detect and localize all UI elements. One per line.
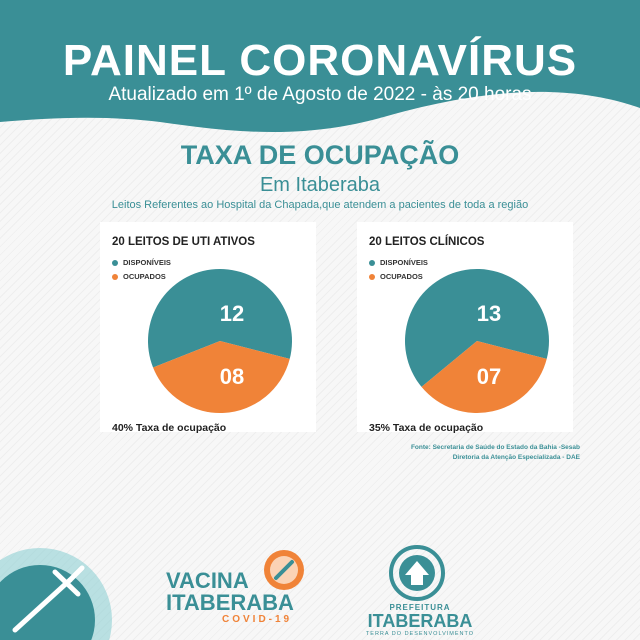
syringe-icon [0, 520, 130, 640]
source-note [411, 443, 580, 463]
clinicos-pie-chart [402, 266, 552, 416]
section-location: Em Itaberaba [259, 174, 381, 196]
card-title: 20 LEITOS CLÍNICOS [369, 236, 485, 248]
source-line-1: Fonte: Secretaria de Saúde do Estado da Bahia -Sesab [410, 444, 580, 451]
pie-label-occupied: 07 [476, 364, 502, 389]
occupancy-rate: 40% Taxa de ocupação [112, 422, 227, 434]
vacina-logo [160, 548, 310, 628]
legend-dot-teal [112, 260, 118, 266]
pie-label-available: 13 [476, 301, 502, 326]
prefeitura-tagline: TERRA DO DESENVOLVIMENTO [365, 631, 475, 637]
vacina-line-3: COVID-19 [222, 614, 293, 625]
card-title: 20 LEITOS DE UTI ATIVOS [112, 236, 255, 248]
occupancy-rate: 35% Taxa de ocupação [369, 422, 484, 434]
prefeitura-logo [355, 545, 485, 635]
legend-occupied-label: OCUPADOS [123, 272, 166, 281]
pie-label-occupied: 08 [219, 364, 245, 389]
section-title: TAXA DE OCUPAÇÃO [180, 140, 460, 170]
prefeitura-label: PREFEITURA [389, 603, 451, 612]
page-subtitle: Atualizado em 1º de Agosto de 2022 - às 20 horas [108, 84, 532, 105]
vaccine-badge-icon [262, 548, 306, 592]
legend-available-label: DISPONÍVEIS [380, 258, 428, 267]
legend-dot-orange [112, 274, 118, 280]
legend-dot-teal [369, 260, 375, 266]
legend-occupied-label: OCUPADOS [380, 272, 423, 281]
legend-dot-orange [369, 274, 375, 280]
vacina-line-1: VACINA [166, 568, 249, 593]
pie-label-available: 12 [219, 301, 245, 326]
uti-card [100, 222, 316, 432]
source-line-2: Diretoria da Atenção Especializada - DAE [452, 454, 580, 461]
legend-available-label: DISPONÍVEIS [123, 258, 171, 267]
uti-pie-chart [145, 266, 295, 416]
section-description: Leitos Referentes ao Hospital da Chapada,que atendem a pacientes de toda a região [111, 199, 529, 211]
city-seal-icon [387, 545, 447, 603]
clinicos-card [357, 222, 573, 432]
page-title: PAINEL CORONAVÍRUS [62, 36, 578, 85]
vacina-line-2: ITABERABA [166, 590, 294, 615]
prefeitura-name: ITABERABA [367, 611, 473, 631]
